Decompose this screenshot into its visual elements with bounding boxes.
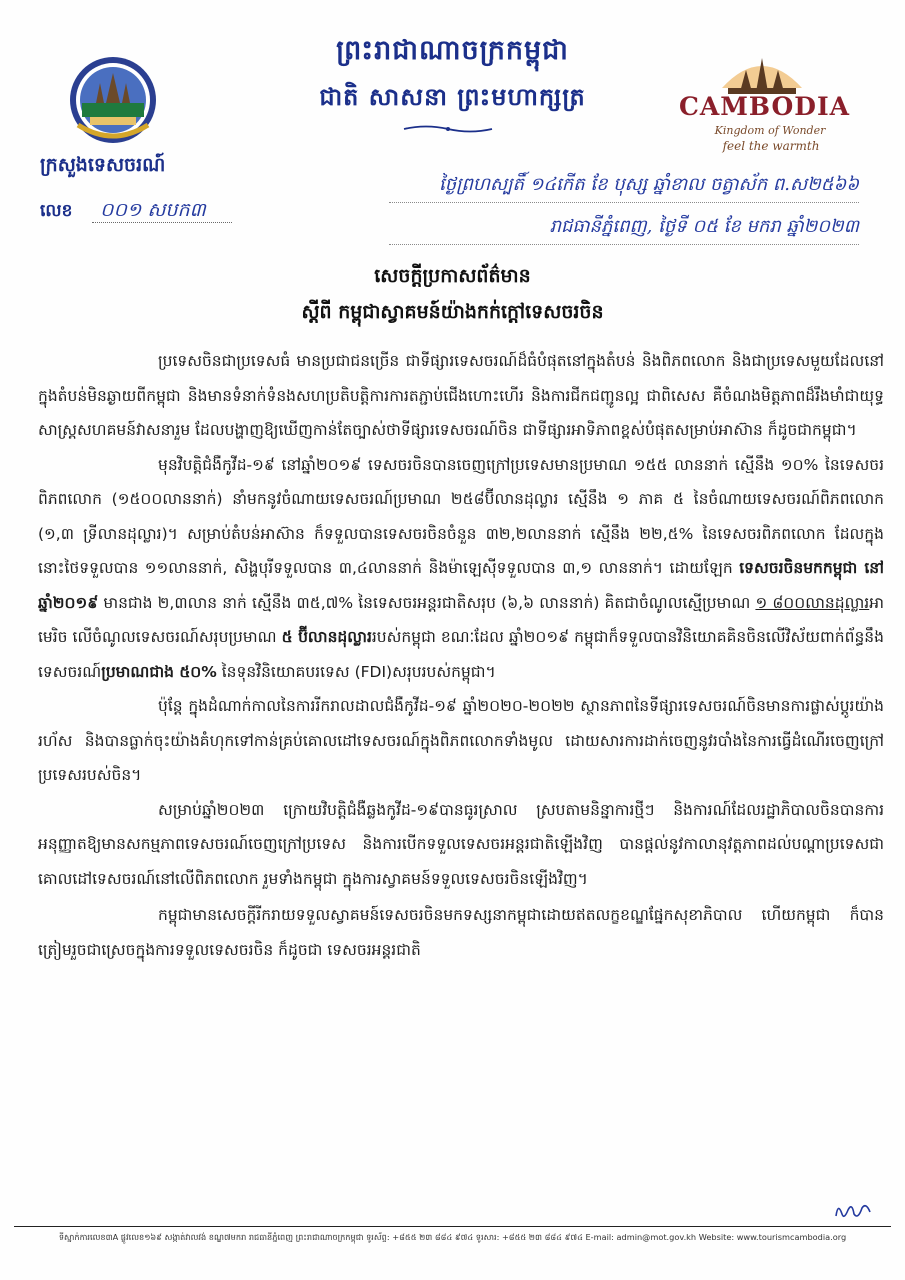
reference-dotted-line: [92, 222, 232, 223]
paragraph-3: ប៉ុន្តែ ក្នុងដំណាក់កាលនៃការរីករាលដាលជំងឺកូវីដ-១៩ ឆ្នាំ២០២០-២០២២ ស្ថានភាពនៃទីផ្សារទេសចរណ៍ចិនមានការផ្លាស់ប្តូរយ៉ាងរហ័ស និងបានធ្លាក់ចុះយ៉ាងគំហុកទៅកាន់គ្រប់គោលដៅទេសចរណ៍ក្នុងពិភពលោកទាំងមូល ដោយសារការដាក់ចេញនូវរបាំងនៃការធ្វើដំណើរចេញក្រៅប្រទេសរបស់ចិន។: [38, 697, 884, 784]
paragraph-2-text: មុនវិបត្តិជំងឺកូវីដ-១៩ នៅឆ្នាំ២០១៩ ទេសចរចិនបានចេញក្រៅប្រទេសមានប្រមាណ ១៥៥ លាននាក់ ស្មើនឹង ១០% នៃទេសចរពិភពលោក (១៥០០លាននាក់) នាំមកនូវចំណាយទេសចរណ៍ប្រមាណ ២៥៨ប៊ីលានដុល្លារ ស្មើនឹង ១ ភាគ ៥ នៃចំណាយទេសចរណ៍ពិភពលោក (១,៣ ទ្រីលានដុល្លារ)។ សម្រាប់តំបន់អាស៊ាន ក៏ទទួលបានទេសចរចិនចំនួន ៣២,២លាននាក់ ស្មើនឹង ២២,៥% នៃទេសចរពិភពលោក ដែលក្នុងនោះថៃទទួលបាន ១១លាននាក់, សិង្ហបុរីទទួលបាន ៣,៤លាននាក់ និងម៉ាឡេស៊ីទទួលបាន ៣,១ លាននាក់។ ដោយឡែក: [38, 455, 884, 577]
paragraph-2: [38, 448, 884, 690]
reference-label: លេខ: [40, 201, 73, 221]
paragraph-4: សម្រាប់ឆ្នាំ២០២៣ ក្រោយវិបត្តិជំងឺឆ្លងកូវីដ-១៩បានធូរស្រាល ស្របតាមនិន្នាការថ្មីៗ និងការណ៍ដែលរដ្ឋាភិបាលចិនបានការអនុញ្ញាតឱ្យមានសកម្មភាពទេសចរណ៍ចេញក្រៅប្រទេស និងការបើកទទួលទេសចរអន្តរជាតិឡើងវិញ បានផ្តល់នូវកាលានុវត្តភាពដល់បណ្តាប្រទេសជាគោលដៅទេសចរណ៍នៅលើពិភពលោក រួមទាំងកម្ពុជា ក្នុងការស្វាគមន៍ទទួលទេសចរចិនឡើងវិញ។: [38, 800, 884, 888]
footer-contact-info: ទីស្នាក់ការលេខ៣A ផ្លូវលេខ១៦៩ សង្កាត់វាលវង់ ខណ្ឌ៧មករា រាជធានីភ្នំពេញ ព្រះរាជាណាចក្រកម្ពុជា ទូរស័ព្ទ: +៨៥៥ ២៣ ៨៨៤ ៩៧៤ ទូរសារ: +៨៥៥ ២៣ ៨៨៤ ៩៧៤ E-mail: admin@mot.gov.kh Website: www.tourismcambodia.org: [58, 1232, 847, 1242]
reference-value: ០០១ សបក៣: [100, 199, 206, 221]
brand-tagline: Kingdom of Wonder: [714, 124, 826, 137]
body-text: [38, 344, 884, 967]
paragraph-2-highlight-fdi: ប្រមាណជាង ៥០%: [101, 662, 217, 681]
solar-date: រាជធានីភ្នំពេញ, ថ្ងៃទី ០៥ ខែ មករា ឆ្នាំ២០២៣: [389, 214, 859, 245]
ministry-seal-icon: [68, 55, 158, 145]
ornament-divider-icon: [402, 124, 494, 134]
national-motto: ជាតិ សាសនា ព្រះមហាក្សត្រ: [319, 82, 586, 111]
paragraph-2-highlight-total: ៥ ប៊ីលានដុល្លារ: [281, 628, 372, 646]
paragraph-2-text-3: អាមេរិច លើចំណូលទេសចរណ៍សរុបប្រមាណ: [38, 593, 884, 646]
ministry-name: ក្រសួងទេសចរណ៍: [40, 154, 166, 176]
footer-divider: [14, 1226, 891, 1227]
paragraph-2-revenue-underlined: ១ ៨០០លានដុល្លារ: [755, 593, 870, 612]
kingdom-title: ព្រះរាជាណាចក្រកម្ពុជា: [336, 35, 569, 66]
signature-initials: [832, 1198, 876, 1222]
document-title: សេចក្តីប្រកាសព័ត៌មាន: [374, 265, 531, 287]
lunar-date: ថ្ងៃព្រហស្បតិ៍ ១៤កើត ខែ បុស្ស ឆ្នាំខាល ចត្វាស័ក ព.ស២៥៦៦: [389, 172, 859, 203]
document-subtitle: ស្តីពី កម្ពុជាស្វាគមន៍យ៉ាងកក់ក្តៅទេសចរចិន: [301, 301, 604, 323]
paragraph-2-text-4: របស់កម្ពុជា ខណៈដែល ឆ្នាំ២០១៩ កម្ពុជាក៏ទទួលបានវិនិយោគគិនចិនលើវិស័យពាក់ព័ន្ធនឹងទេសចរណ៍: [38, 628, 884, 681]
paragraph-5: កម្ពុជាមានសេចក្តីរីករាយទទួលស្វាគមន៍ទេសចរចិនមកទស្សនាកម្ពុជាដោយឥតលក្ខខណ្ឌផ្នែកសុខាភិបាល ហើយកម្ពុជា ក៏បានត្រៀមរួចជាស្រេចក្នុងការទទួលទេសចរចិន ក៏ដូចជា ទេសចរអន្តរជាតិ: [38, 906, 884, 959]
paragraph-2-text-5: នៃទុនវិនិយោគបរទេស (FDI)សរុបរបស់កម្ពុជា។: [216, 662, 496, 681]
reference-number: [40, 198, 300, 226]
brand-slogan: feel the warmth: [722, 139, 820, 153]
paragraph-1: ប្រទេសចិនជាប្រទេសធំ មានប្រជាជនច្រើន ជាទីផ្សារទេសចរណ៍ដ៏ធំបំផុតនៅក្នុងតំបន់ និងពិភពលោក និងជាប្រទេសមួយដែលនៅក្នុងតំបន់មិនឆ្ងាយពីកម្ពុជា និងមានទំនាក់ទំនងសហប្រតិបត្តិការការតភ្ជាប់ជើងហោះហើរ និងការជីកជញ្ជូនល្អ ជាពិសេស គឺចំណងមិត្តភាពដ៏រឹងមាំជាយុទ្ធសាស្ត្រសហគមន៍វាសនារួម ដែលបង្ហាញឱ្យឃើញកាន់តែច្បាស់ថាទីផ្សារទេសចរណ៍ចិន ជាទីផ្សារអាទិភាពខ្ពស់បំផុតសម្រាប់អាស៊ាន ក៏ដូចជាកម្ពុជា។: [38, 352, 884, 439]
paragraph-2-text-2: មានជាង ២,៣លាន នាក់ ស្មើនឹង ៣៥,៧% នៃទេសចរអន្តរជាតិសរុប (៦,៦ លាននាក់) គិតជាចំណូលស្មើប្រមាណ: [98, 593, 756, 612]
brand-name: CAMBODIA: [678, 92, 851, 121]
paragraph-2-highlight-arrivals: ទេសចរចិនមកកម្ពុជា នៅឆ្នាំ២០១៩: [38, 559, 884, 612]
